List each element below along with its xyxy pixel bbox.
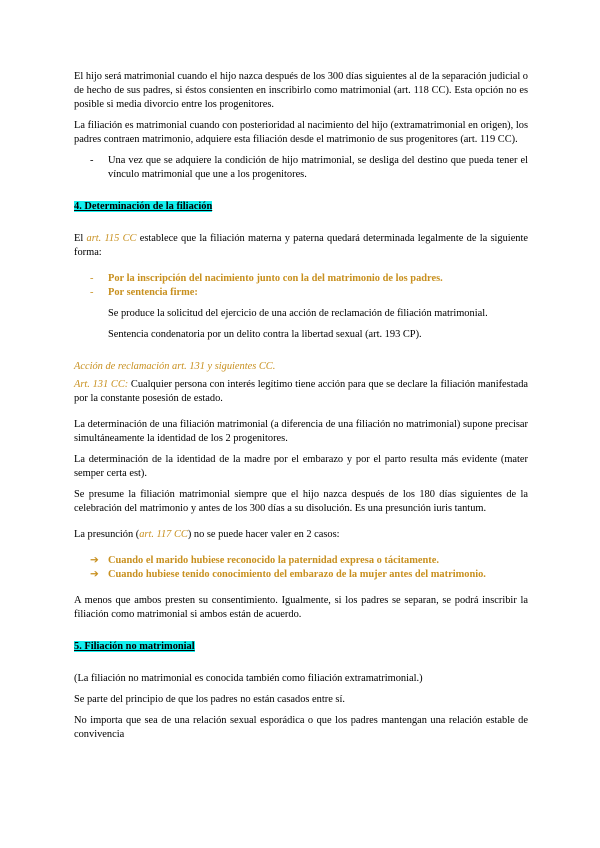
list-item-text: Por la inscripción del nacimiento junto con la del matrimonio de los padres. bbox=[108, 273, 443, 284]
list-item bbox=[74, 154, 528, 182]
section-heading: 5. Filiación no matrimonial bbox=[74, 641, 195, 652]
subsection-title: Acción de reclamación art. 131 y siguientes CC. bbox=[74, 361, 276, 372]
paragraph bbox=[74, 378, 528, 406]
paragraph bbox=[74, 528, 528, 542]
article-reference: Art. 131 CC: bbox=[74, 379, 129, 390]
bullet-dash: - bbox=[90, 155, 94, 166]
text: establece que la filiación materna y paterna quedará determinada legalmente de la siguiente forma: bbox=[74, 233, 528, 258]
text: Cualquier persona con interés legítimo tiene acción para que se declare la filiación manifestada por la constante posesión de estado. bbox=[74, 379, 528, 404]
list-item-text: Cuando el marido hubiese reconocido la paternidad expresa o tácitamente. bbox=[108, 555, 439, 566]
list-item bbox=[74, 554, 528, 568]
sub-paragraph: Sentencia condenatoria por un delito contra la libertad sexual (art. 193 CP). bbox=[108, 329, 422, 340]
paragraph: La determinación de una filiación matrimonial (a diferencia de una filiación no matrimonial) supone precisar simultáneamente la identidad de los 2 progenitores. bbox=[74, 419, 528, 444]
article-reference: art. 115 CC bbox=[86, 233, 137, 244]
list-item-text: Una vez que se adquiere la condición de hijo matrimonial, se desliga del destino que pueda tener el vínculo matrimonial que une a los progenitores. bbox=[108, 155, 528, 180]
paragraph: No importa que sea de una relación sexual esporádica o que los padres mantengan una relación estable de convivencia bbox=[74, 715, 528, 740]
list-item bbox=[74, 568, 528, 582]
bullet-dash: - bbox=[90, 273, 94, 284]
sub-paragraph: Se produce la solicitud del ejercicio de una acción de reclamación de filiación matrimonial. bbox=[108, 308, 488, 319]
list-item bbox=[74, 272, 528, 286]
cases-list bbox=[74, 554, 528, 582]
article-reference: art. 117 CC bbox=[139, 529, 188, 540]
paragraph: A menos que ambos presten su consentimiento. Igualmente, si los padres se separan, se podrá inscribir la filiación como matrimonial si ambos están de acuerdo. bbox=[74, 595, 528, 620]
paragraph bbox=[74, 232, 528, 260]
text: La presunción ( bbox=[74, 529, 140, 540]
arrow-icon: ➔ bbox=[90, 555, 99, 566]
paragraph: El hijo será matrimonial cuando el hijo nazca después de los 300 días siguientes al de la separación judicial o de hecho de sus padres, si éstos consienten en inscribirlo como matrimonial (art. 118 CC). Esta opción no es posible si media divorcio entre los progenitores. bbox=[74, 71, 528, 110]
section-4-heading-wrap bbox=[74, 200, 528, 214]
paragraph: Se presume la filiación matrimonial siempre que el hijo nazca después de los 180 días siguientes de la celebración del matrimonio y antes de los 300 días a su disolución. Es una presunción iuris tantum. bbox=[74, 489, 528, 514]
paragraph: (La filiación no matrimonial es conocida también como filiación extramatrimonial.) bbox=[74, 673, 423, 684]
arrow-icon: ➔ bbox=[90, 569, 99, 580]
paragraph: La filiación es matrimonial cuando con posterioridad al nacimiento del hijo (extramatrimonial en origen), los padres contraen matrimonio, adquiere esta filiación desde el matrimonio de sus progenitores (art. 119 CC). bbox=[74, 120, 528, 145]
list-item-text: Cuando hubiese tenido conocimiento del embarazo de la mujer antes del matrimonio. bbox=[108, 569, 486, 580]
list-item bbox=[74, 286, 528, 300]
paragraph: Se parte del principio de que los padres no están casados entre sí. bbox=[74, 694, 345, 705]
paragraph: La determinación de la identidad de la madre por el embarazo y por el parto resulta más evidente (mater semper certa est). bbox=[74, 454, 528, 479]
bullet-dash: - bbox=[90, 287, 94, 298]
text: ) no se puede hacer valer en 2 casos: bbox=[187, 529, 340, 540]
text: El bbox=[74, 233, 87, 244]
section-5-heading-wrap bbox=[74, 640, 528, 654]
determination-list bbox=[74, 272, 528, 300]
section-heading: 4. Determinación de la filiación bbox=[74, 201, 213, 212]
list-item-text: Por sentencia firme: bbox=[108, 287, 198, 298]
